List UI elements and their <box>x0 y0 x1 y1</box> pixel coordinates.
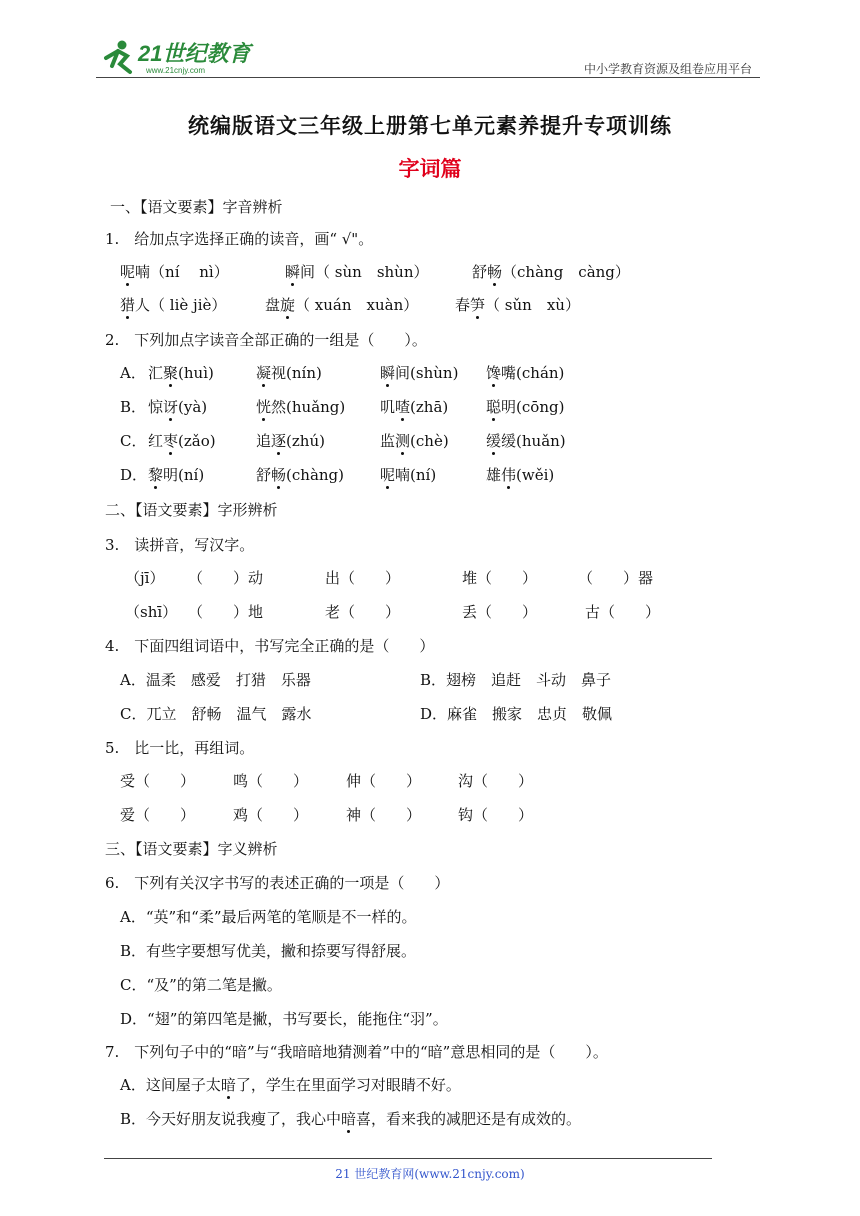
section-heading-2: 二、【语文要素】字形辨析 <box>105 501 278 519</box>
page-title: 统编版语文三年级上册第七单元素养提升专项训练 <box>188 113 672 138</box>
q3-pinyin: （jī） <box>125 569 165 587</box>
site-logo <box>100 36 270 76</box>
question-7-stem: 7. 下列句子中的“暗”与“我暗暗地猜测着”中的“暗”意思相同的是（ ）。 <box>105 1043 608 1061</box>
q2-word: 红枣(zǎo) <box>148 432 216 450</box>
q3-blank: （ ）器 <box>578 569 654 587</box>
q2-word: 汇聚(huì) <box>148 364 214 382</box>
q5-blank: 鸡（ ） <box>233 806 309 824</box>
logo-url: www.21cnjy.com <box>146 66 205 75</box>
q2-option-label: B． <box>120 398 147 416</box>
question-1-stem: 1. 给加点字选择正确的读音，画“ √"。 <box>105 230 374 248</box>
q1-item: 瞬间（ sùn shùn） <box>285 263 429 281</box>
q6-option-a: A．“英”和“柔”最后两笔的笔顺是不一样的。 <box>120 908 417 926</box>
footer-link[interactable]: 21 世纪教育网(www.21cnjy.com) <box>335 1167 525 1181</box>
q3-blank: （ ）地 <box>188 603 264 621</box>
question-6-stem: 6. 下列有关汉字书写的表述正确的一项是（ ） <box>105 874 450 892</box>
question-3-stem: 3. 读拼音，写汉字。 <box>105 536 255 554</box>
q5-blank: 受（ ） <box>120 772 196 790</box>
section-heading-1: 一、【语文要素】字音辨析 <box>110 198 283 216</box>
q5-blank: 鸣（ ） <box>233 772 309 790</box>
q2-word: 叽喳(zhā) <box>380 398 449 416</box>
q1-item: 盘旋（ xuán xuàn） <box>265 296 419 314</box>
q2-word: 舒畅(chàng) <box>256 466 345 484</box>
q4-option-d: D．麻雀 搬家 忠贞 敬佩 <box>420 705 613 723</box>
q2-word: 聪明(cōng) <box>486 398 565 416</box>
q3-blank: 堆（ ） <box>462 569 538 587</box>
footer-divider <box>104 1158 712 1159</box>
logo-text: 21世纪教育 <box>138 41 251 66</box>
question-2-stem: 2. 下列加点字读音全部正确的一组是（ ）。 <box>105 331 427 349</box>
q2-word: 呢喃(ní) <box>380 466 437 484</box>
q7-option-b: B．今天好朋友说我瘦了，我心中暗喜，看来我的减肥还是有成效的。 <box>120 1110 582 1128</box>
q2-option-label: C． <box>120 432 147 450</box>
q2-word: 馋嘴(chán) <box>486 364 565 382</box>
q6-option-b: B．有些字要想写优美，撇和捺要写得舒展。 <box>120 942 417 960</box>
q2-word: 缓缓(huǎn) <box>486 432 566 450</box>
q2-word: 瞬间(shùn) <box>380 364 459 382</box>
q2-word: 恍然(huǎng) <box>256 398 346 416</box>
q5-blank: 爱（ ） <box>120 806 196 824</box>
q2-word: 黎明(ní) <box>148 466 205 484</box>
q2-word: 凝视(nín) <box>256 364 322 382</box>
q2-word: 监测(chè) <box>380 432 449 450</box>
q5-blank: 伸（ ） <box>346 772 422 790</box>
q3-blank: 古（ ） <box>585 603 661 621</box>
page-subtitle: 字词篇 <box>398 156 462 181</box>
q2-option-label: A． <box>120 364 146 382</box>
q4-option-c: C．兀立 舒畅 温气 露水 <box>120 705 312 723</box>
q1-item: 春笋（ sǔn xù） <box>455 296 580 314</box>
q2-word: 追逐(zhú) <box>256 432 325 450</box>
q6-option-c: C．“及”的第二笔是撇。 <box>120 976 282 994</box>
q5-blank: 钩（ ） <box>458 806 534 824</box>
q5-blank: 沟（ ） <box>458 772 534 790</box>
q1-item: 舒畅（chàng càng） <box>472 263 630 281</box>
q4-option-b: B．翅榜 追赶 斗动 鼻子 <box>420 671 612 689</box>
question-4-stem: 4. 下面四组词语中，书写完全正确的是（ ） <box>105 637 435 655</box>
section-heading-3: 三、【语文要素】字义辨析 <box>105 840 278 858</box>
q7-option-a: A．这间屋子太暗了，学生在里面学习对眼睛不好。 <box>120 1076 461 1094</box>
q2-word: 雄伟(wěi) <box>486 466 555 484</box>
q1-item: 猎人（ liè jiè） <box>120 296 227 314</box>
q4-option-a: A．温柔 感爱 打猎 乐器 <box>120 671 311 689</box>
header-divider <box>96 77 760 78</box>
q2-word: 惊讶(yà) <box>148 398 208 416</box>
q1-item: 呢喃（ní nì） <box>120 263 229 281</box>
q3-pinyin: （shī） <box>125 603 178 621</box>
q6-option-d: D．“翅”的第四笔是撇，书写要长，能拖住“羽”。 <box>120 1010 448 1028</box>
q3-blank: 出（ ） <box>325 569 401 587</box>
q3-blank: （ ）动 <box>188 569 264 587</box>
q2-option-label: D． <box>120 466 148 484</box>
platform-name: 中小学教育资源及组卷应用平台 <box>583 62 752 76</box>
question-5-stem: 5. 比一比，再组词。 <box>105 739 255 757</box>
q3-blank: 丢（ ） <box>462 603 538 621</box>
q3-blank: 老（ ） <box>325 603 401 621</box>
q5-blank: 神（ ） <box>346 806 422 824</box>
